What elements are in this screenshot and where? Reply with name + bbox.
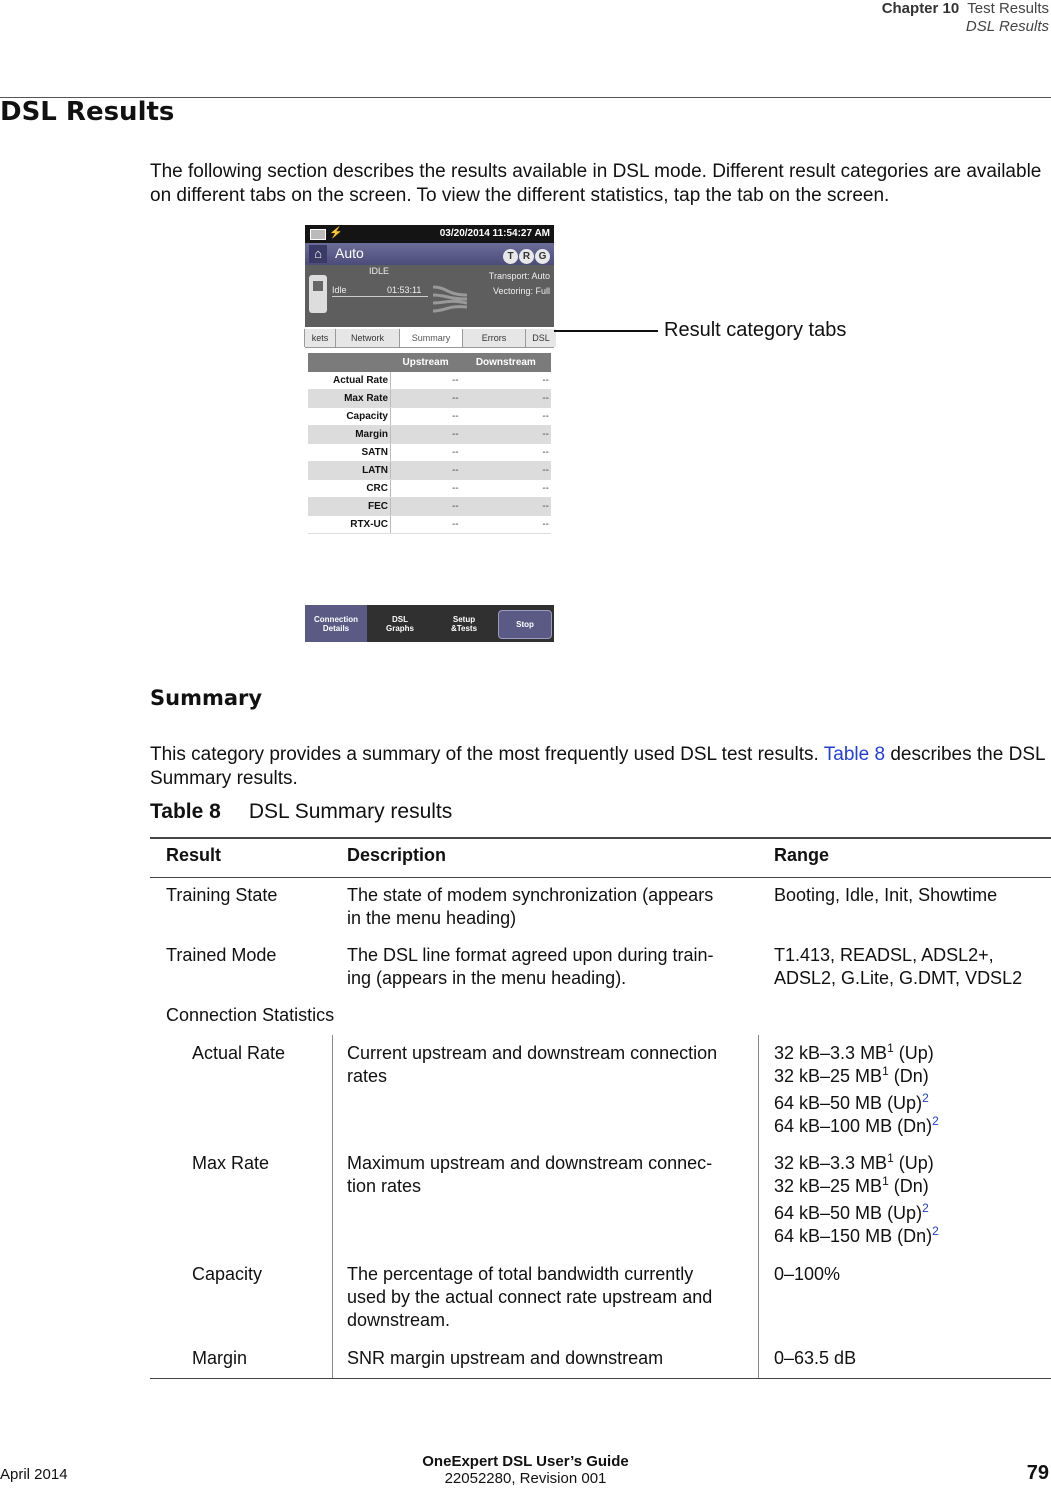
- table-bottom-rule: [150, 1378, 1051, 1379]
- button-label: Connection: [314, 614, 358, 624]
- upstream-header: Upstream: [391, 353, 461, 372]
- footnote-link[interactable]: 2: [922, 1091, 929, 1105]
- grid-row: [308, 390, 551, 408]
- mode-label: Auto: [335, 245, 364, 261]
- up-value: --: [391, 372, 461, 390]
- status-panel: [305, 265, 554, 327]
- footnote-ref: 1: [882, 1174, 889, 1188]
- table-8-link[interactable]: Table 8: [823, 744, 886, 765]
- footnote-ref: 1: [887, 1151, 894, 1165]
- stop-button[interactable]: Stop: [498, 610, 552, 639]
- training-state-result: Training State: [166, 885, 278, 905]
- chapter-label: Chapter 10: [881, 0, 960, 17]
- g-indicator: G: [535, 249, 550, 264]
- grid-row: [308, 444, 551, 462]
- description-line: The state of modem synchronization (appears: [347, 885, 714, 905]
- tab-errors[interactable]: Errors: [462, 329, 525, 347]
- description-line: Maximum upstream and downstream connec-: [347, 1153, 713, 1173]
- battery-icon: [310, 229, 326, 240]
- summary-heading: Summary: [150, 686, 263, 710]
- grid-row: [308, 480, 551, 498]
- down-value: --: [461, 480, 551, 498]
- timer: 01:53:11: [387, 285, 422, 295]
- margin-description: SNR margin upstream and downstream: [347, 1348, 664, 1368]
- down-value: --: [461, 408, 551, 426]
- page-title: DSL Results: [0, 97, 175, 127]
- margin-result: Margin: [192, 1348, 248, 1368]
- button-label: Graphs: [385, 623, 414, 633]
- footer-doc-number: 22052280, Revision 001: [444, 1470, 607, 1487]
- trained-mode-result: Trained Mode: [166, 945, 277, 965]
- title-bar: [305, 243, 554, 265]
- range-line: 64 kB–150 MB (Dn): [774, 1226, 933, 1246]
- button-label: DSL: [391, 614, 408, 624]
- status-bar: [305, 225, 554, 243]
- row-label: RTX-UC: [308, 516, 391, 534]
- row-label: Margin: [308, 426, 391, 444]
- state-label: Idle: [332, 285, 347, 295]
- down-value: --: [461, 444, 551, 462]
- button-label: Details: [322, 623, 350, 633]
- row-label: Max Rate: [308, 390, 391, 408]
- home-icon[interactable]: ⌂: [309, 245, 327, 263]
- max-rate-range: [774, 1152, 939, 1248]
- table-caption: [150, 800, 452, 824]
- bottom-bar: [305, 605, 554, 642]
- result-tabs: [305, 329, 554, 348]
- downstream-header: Downstream: [461, 353, 551, 372]
- range-line: 64 kB–50 MB (Up): [774, 1093, 923, 1113]
- description-line: ing (appears in the menu heading).: [347, 968, 627, 988]
- footer-date: April 2014: [0, 1466, 68, 1483]
- callout-line: [554, 330, 658, 332]
- down-value: --: [461, 426, 551, 444]
- training-state-range: Booting, Idle, Init, Showtime: [774, 885, 998, 905]
- down-value: --: [461, 390, 551, 408]
- down-value: --: [461, 372, 551, 390]
- tab-dsl[interactable]: DSL: [525, 329, 556, 347]
- description-line: downstream.: [347, 1310, 451, 1330]
- up-value: --: [391, 480, 461, 498]
- range-line: 32 kB–3.3 MB: [774, 1043, 888, 1063]
- row-label: Capacity: [308, 408, 391, 426]
- description-line: The percentage of total bandwidth currently: [347, 1264, 694, 1284]
- line-connection-icon: [433, 277, 467, 317]
- summary-paragraph: [150, 743, 1050, 791]
- button-label: Setup: [452, 614, 476, 624]
- range-line: ADSL2, G.Lite, G.DMT, VDSL2: [774, 968, 1023, 988]
- actual-rate-result: Actual Rate: [192, 1043, 286, 1063]
- tab-network[interactable]: Network: [335, 329, 399, 347]
- description-line: The DSL line format agreed upon during train-: [347, 945, 714, 965]
- row-label: LATN: [308, 462, 391, 480]
- summary-text-after: describes the DSL Summary results.: [150, 744, 1045, 789]
- description-line: tion rates: [347, 1176, 422, 1196]
- t-indicator: T: [503, 249, 518, 264]
- connection-details-button[interactable]: [305, 605, 367, 642]
- row-label: FEC: [308, 498, 391, 516]
- connection-statistics-group: Connection Statistics: [166, 1005, 335, 1025]
- header-range: Range: [774, 845, 830, 865]
- range-line: 32 kB–25 MB: [774, 1176, 883, 1196]
- footnote-link[interactable]: 2: [932, 1114, 939, 1128]
- grid-row: [308, 498, 551, 516]
- trg-indicators: [502, 246, 550, 264]
- up-value: --: [391, 426, 461, 444]
- description-line: Current upstream and downstream connection: [347, 1043, 718, 1063]
- trained-mode-description: [347, 944, 714, 990]
- running-header: [882, 0, 1049, 36]
- setup-tests-button[interactable]: [433, 605, 495, 642]
- up-value: --: [391, 516, 461, 534]
- table-top-rule: [150, 837, 1051, 839]
- table-caption-text: DSL Summary results: [248, 800, 453, 823]
- range-line: 32 kB–25 MB: [774, 1066, 883, 1086]
- tab-packets[interactable]: kets: [304, 329, 335, 347]
- capacity-range: 0–100%: [774, 1264, 841, 1284]
- section-label: DSL Results: [965, 18, 1049, 35]
- datetime: 03/20/2014 11:54:27 AM: [439, 228, 550, 239]
- up-value: --: [391, 390, 461, 408]
- dsl-graphs-button[interactable]: [369, 605, 431, 642]
- device-screenshot: [305, 225, 554, 642]
- capacity-description: [347, 1263, 712, 1332]
- range-suffix: (Up): [898, 1043, 934, 1063]
- actual-rate-description: [347, 1042, 717, 1088]
- description-line: used by the actual connect rate upstream and: [347, 1287, 713, 1307]
- r-indicator: R: [519, 249, 534, 264]
- description-line: in the menu heading): [347, 908, 517, 928]
- down-value: --: [461, 516, 551, 534]
- grid-row: [308, 408, 551, 426]
- up-value: --: [391, 408, 461, 426]
- chapter-title: Test Results: [967, 0, 1049, 17]
- header-description: Description: [347, 845, 447, 865]
- range-suffix: (Up): [898, 1153, 934, 1173]
- button-label: &Tests: [450, 623, 478, 633]
- grid-row: [308, 462, 551, 480]
- range-line: T1.413, READSL, ADSL2+,: [774, 945, 994, 965]
- footnote-ref: 1: [887, 1041, 894, 1055]
- grid-corner: [308, 353, 391, 372]
- column-divider: [758, 1035, 759, 1378]
- grid-row: [308, 426, 551, 444]
- actual-rate-range: [774, 1042, 939, 1138]
- vectoring-label: Vectoring: Full: [492, 286, 550, 296]
- column-divider: [332, 1035, 333, 1378]
- down-value: --: [461, 498, 551, 516]
- summary-grid: [308, 353, 551, 534]
- header-rule: [150, 877, 1051, 878]
- timer-bar: [332, 296, 428, 297]
- training-state-description: [347, 884, 713, 930]
- max-rate-result: Max Rate: [192, 1153, 270, 1173]
- range-line: 64 kB–50 MB (Up): [774, 1203, 923, 1223]
- range-line: 64 kB–100 MB (Dn): [774, 1116, 933, 1136]
- footnote-ref: 1: [882, 1064, 889, 1078]
- grid-row: [308, 372, 551, 390]
- range-suffix: (Dn): [893, 1176, 929, 1196]
- margin-range: 0–63.5 dB: [774, 1348, 857, 1368]
- callout-label: Result category tabs: [664, 319, 847, 341]
- tab-summary[interactable]: Summary: [399, 329, 462, 347]
- page-number: 79: [1026, 1462, 1049, 1484]
- grid-row: [308, 516, 551, 534]
- charging-icon: ⚡: [329, 227, 343, 239]
- row-label: CRC: [308, 480, 391, 498]
- intro-paragraph: The following section describes the results available in DSL mode. Different result categories are available on different tabs on the screen. To view the different statistics, tap the tab on the screen.: [150, 161, 1042, 206]
- down-value: --: [461, 462, 551, 480]
- up-value: --: [391, 462, 461, 480]
- row-label: Actual Rate: [308, 372, 391, 390]
- footnote-link[interactable]: 2: [932, 1224, 939, 1238]
- row-label: SATN: [308, 444, 391, 462]
- up-value: --: [391, 498, 461, 516]
- max-rate-description: [347, 1152, 712, 1198]
- table-number: Table 8: [150, 800, 221, 823]
- header-result: Result: [166, 845, 222, 865]
- state-heading: IDLE: [369, 266, 390, 276]
- capacity-result: Capacity: [192, 1264, 263, 1284]
- trained-mode-range: [774, 944, 1022, 990]
- footer-guide: OneExpert DSL User’s Guide: [422, 1453, 629, 1470]
- up-value: --: [391, 444, 461, 462]
- description-line: rates: [347, 1066, 388, 1086]
- device-icon: [309, 275, 327, 313]
- transport-label: Transport: Auto: [488, 271, 550, 281]
- summary-text-before: This category provides a summary of the most frequently used DSL test results.: [150, 744, 819, 765]
- range-suffix: (Dn): [893, 1066, 929, 1086]
- range-line: 32 kB–3.3 MB: [774, 1153, 888, 1173]
- footnote-link[interactable]: 2: [922, 1201, 929, 1215]
